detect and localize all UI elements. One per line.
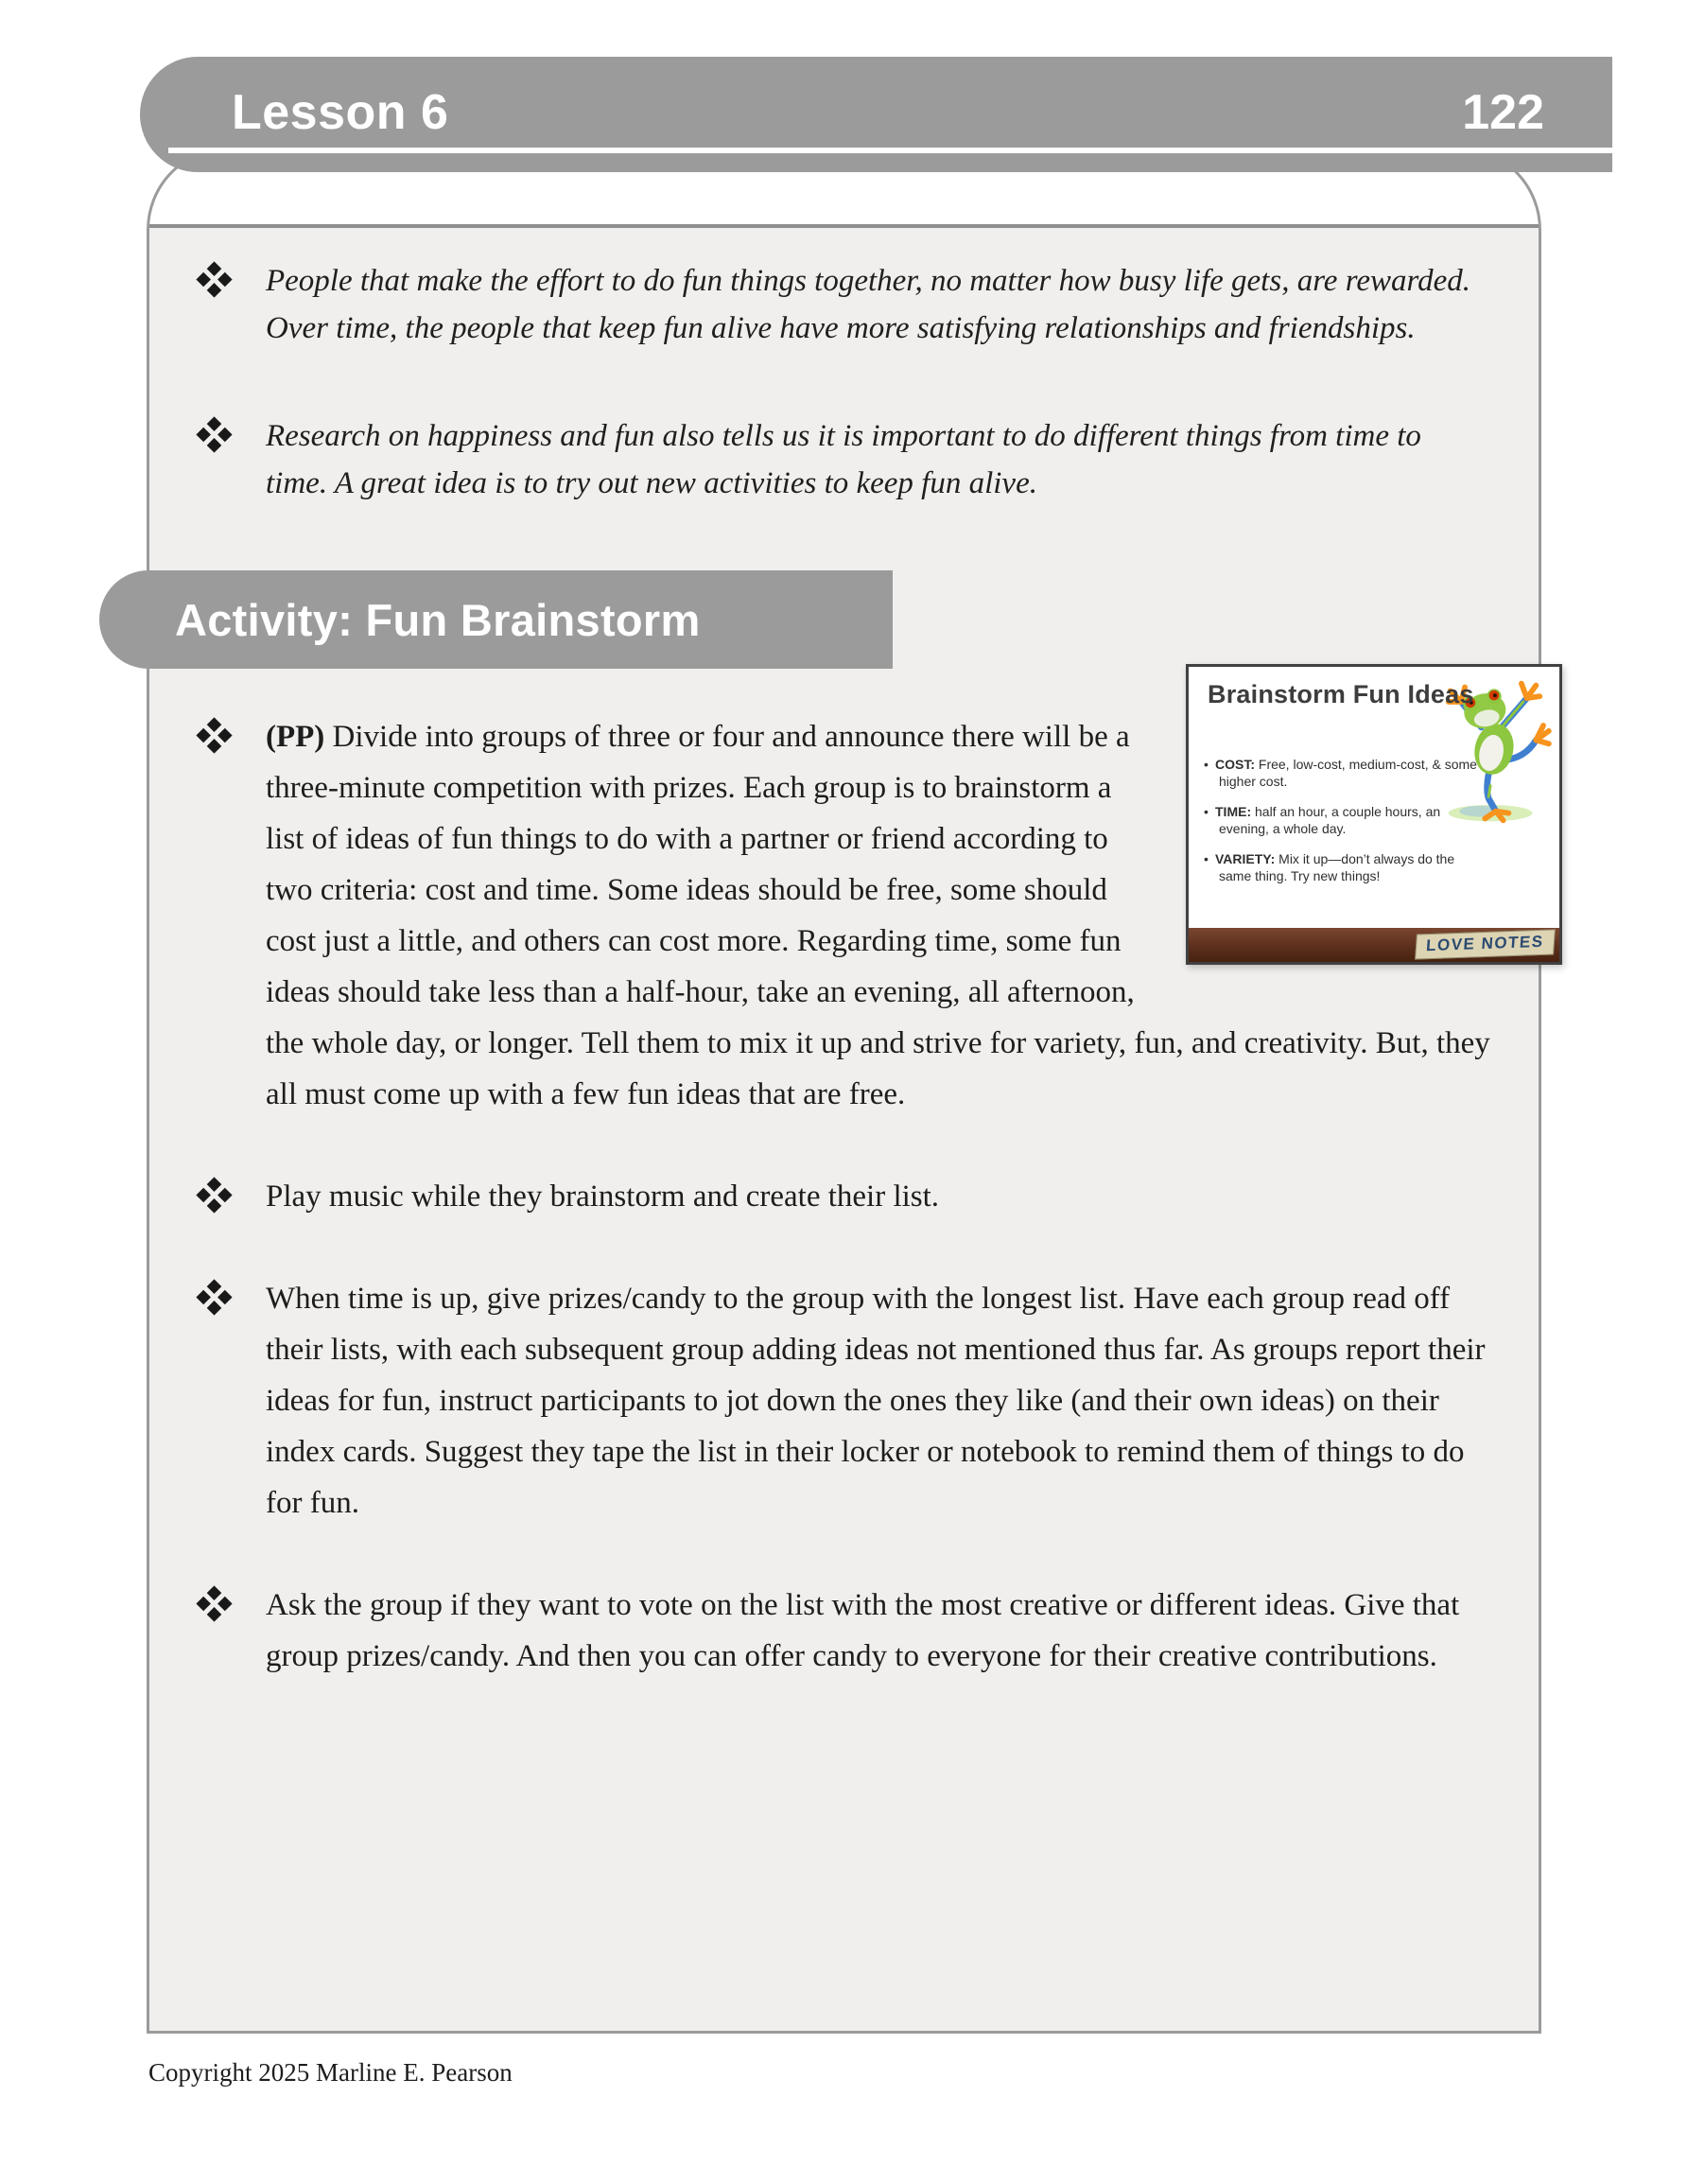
copyright-text: Copyright 2025 Marline E. Pearson	[148, 2058, 513, 2087]
slide-bullet-text: Free, low-cost, medium-cost, & some higher cost.	[1219, 757, 1477, 789]
slide-bullet-text: half an hour, a couple hours, an evening, a whole day.	[1219, 804, 1441, 836]
header-underline	[168, 148, 1612, 153]
activity-title: Activity: Fun Brainstorm	[175, 594, 701, 645]
activity-bullet	[201, 1580, 1504, 1682]
slide-bullet-label: VARIETY:	[1215, 851, 1276, 866]
love-notes-badge: LOVE NOTES	[1416, 929, 1556, 959]
activity-bullet-text: Divide into groups of three or four and announce there will be a three-minute competition with prizes. Each group is to brainstorm a list of ideas of fun things to do with a partner or friend according to two criteria: cost and time. Some ideas should be free, some should cost just a little, and others can cost more. Regarding time, some fun ideas should take less than a half-hour, take an evening, all afternoon, the whole day, or longer. Tell them to mix it up and strive for variety, fun, and creativity. But, they all must come up with a few fun ideas that are free.	[266, 720, 1490, 1111]
slide-title: Brainstorm Fun Ideas	[1208, 680, 1474, 708]
diamond-bullet-icon	[196, 717, 232, 753]
diamond-bullet-icon	[196, 1279, 232, 1315]
activity-bullet-text: Ask the group if they want to vote on the list with the most creative or different ideas. Give that group prizes/candy. And then you can offer candy to everyone for their creative contributions.	[266, 1588, 1460, 1673]
slide-bullet	[1204, 756, 1489, 790]
dot-bullet-icon: •	[1204, 851, 1209, 866]
activity-bullet-text: When time is up, give prizes/candy to the group with the longest list. Have each group read off their lists, with each subsequent group adding ideas not mentioned thus far. As groups report their ideas for fun, instruct participants to jot down the ones they like (and their own ideas) on their index cards. Suggest they tape the list in their locker or notebook to remind them of things to do for fun.	[266, 1282, 1486, 1520]
dot-bullet-icon: •	[1204, 757, 1209, 772]
slide-bullet-text: Mix it up—don’t always do the same thing. Try new things!	[1219, 851, 1455, 883]
slide-bullet-label: COST:	[1215, 757, 1255, 772]
slide-footer-bar	[1189, 928, 1559, 962]
intro-bullet-text: Research on happiness and fun also tells us it is important to do different things from time to time. A great idea is to try out new activities to keep fun alive.	[266, 419, 1421, 500]
activity-section	[201, 662, 1545, 1733]
slide-bullet	[1204, 850, 1489, 884]
activity-bullet-text: Play music while they brainstorm and create their list.	[266, 1179, 940, 1214]
intro-bullet	[201, 412, 1473, 507]
activity-header-bar	[99, 570, 893, 669]
slide-bullet-list	[1204, 756, 1489, 898]
diamond-bullet-icon	[196, 416, 232, 452]
pp-label: (PP)	[266, 720, 325, 754]
intro-bullet	[201, 257, 1473, 352]
lesson-title: Lesson 6	[232, 85, 449, 140]
diamond-bullet-icon	[196, 1177, 232, 1213]
diamond-bullet-icon	[196, 1585, 232, 1621]
slide-thumbnail	[1186, 664, 1562, 965]
dot-bullet-icon: •	[1204, 804, 1209, 819]
slide-bullet	[1204, 803, 1489, 837]
slide-bullet-label: TIME:	[1215, 804, 1252, 819]
page-number: 122	[1462, 85, 1544, 140]
diamond-bullet-icon	[196, 261, 232, 297]
lesson-header-bar	[140, 57, 1612, 172]
activity-bullet	[201, 1171, 1504, 1222]
intro-section	[201, 257, 1473, 568]
activity-bullet	[201, 1273, 1504, 1529]
intro-bullet-text: People that make the effort to do fun things together, no matter how busy life gets, are rewarded. Over time, the people that keep fun alive have more satisfying relationships and friendships.	[266, 264, 1470, 345]
